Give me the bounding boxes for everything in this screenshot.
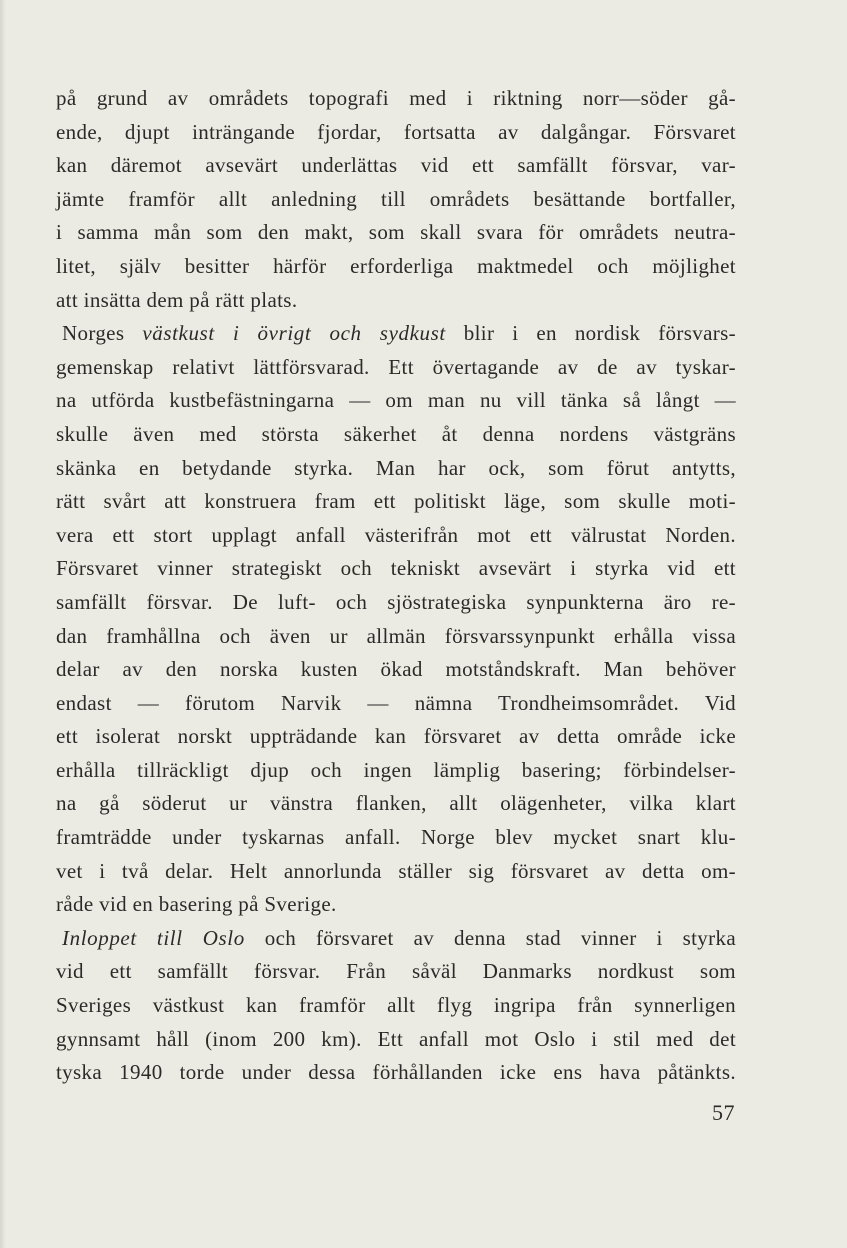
page-number: 57 (712, 1100, 735, 1125)
emphasized-text: Inloppet till Oslo (62, 925, 245, 950)
text-span: na gå söderut ur vänstra flanken, allt olägenheter, vilka klart (56, 791, 736, 816)
text-span: tyska 1940 torde under dessa förhållanden icke ens hava påtänkts. (56, 1060, 736, 1085)
text-line (56, 1023, 736, 1057)
text-span: blir i en nordisk försvars- (445, 321, 736, 346)
text-span: och försvaret av denna stad vinner i styrka (244, 925, 736, 950)
text-span: endast — förutom Narvik — nämna Trondheimsområdet. Vid (56, 690, 736, 715)
text-span: jämte framför allt anledning till områdets besättande bortfaller, (56, 186, 736, 211)
text-line (56, 384, 736, 418)
text-span: skulle även med största säkerhet åt denna nordens västgräns (56, 421, 736, 446)
text-line (56, 586, 736, 620)
text-span: vid ett samfällt försvar. Från såväl Danmarks nordkust som (56, 959, 736, 984)
text-span: rätt svårt att konstruera fram ett politiskt läge, som skulle moti- (56, 489, 736, 514)
text-line (56, 888, 736, 922)
text-line (56, 1056, 736, 1090)
text-span: på grund av områdets topografi med i riktning norr—söder gå- (56, 86, 736, 110)
page-edge-shadow (0, 0, 6, 1248)
text-line (56, 922, 736, 956)
text-span: litet, själv besitter härför erforderliga maktmedel och möjlighet (56, 253, 736, 278)
text-line (56, 687, 736, 721)
text-span: vet i två delar. Helt annorlunda ställer sig försvaret av detta om- (56, 858, 736, 883)
text-line (56, 754, 736, 788)
text-span: skänka en betydande styrka. Man har ock, som förut antytts, (56, 455, 736, 480)
text-line (56, 485, 736, 519)
text-span: samfällt försvar. De luft- och sjöstrategiska synpunkterna äro re- (56, 589, 736, 614)
text-line (56, 720, 736, 754)
text-line (56, 418, 736, 452)
text-line (56, 989, 736, 1023)
text-line (56, 351, 736, 385)
text-span: framträdde under tyskarnas anfall. Norge blev mycket snart klu- (56, 825, 736, 850)
text-line (56, 317, 736, 351)
text-line (56, 955, 736, 989)
text-line (56, 82, 736, 116)
emphasized-text: västkust i övrigt och sydkust (142, 321, 446, 346)
text-span: Sveriges västkust kan framför allt flyg ingripa från synnerligen (56, 993, 736, 1018)
text-span: delar av den norska kusten ökad motståndskraft. Man behöver (56, 657, 736, 682)
text-line (56, 284, 736, 318)
text-span: erhålla tillräckligt djup och ingen lämplig basering; förbindelser- (56, 757, 736, 782)
text-span: na utförda kustbefästningarna — om man nu vill tänka så långt — (56, 388, 736, 413)
text-span: Försvaret vinner strategiskt och tekniskt avsevärt i styrka vid ett (56, 556, 736, 581)
text-span: Norges (62, 321, 143, 346)
text-line (56, 250, 736, 284)
text-span: vera ett stort upplagt anfall västerifrån mot ett välrustat Norden. (56, 522, 736, 547)
text-line (56, 216, 736, 250)
text-line (56, 855, 736, 889)
text-span: kan däremot avsevärt underlättas vid ett samfällt försvar, var- (56, 153, 736, 178)
text-line (56, 452, 736, 486)
text-span: ende, djupt inträngande fjordar, fortsatta av dalgångar. Försvaret (56, 119, 736, 144)
text-line (56, 620, 736, 654)
text-line (56, 149, 736, 183)
text-line (56, 821, 736, 855)
text-line (56, 116, 736, 150)
text-line (56, 519, 736, 553)
text-span: att insätta dem på rätt plats. (56, 287, 298, 312)
text-line (56, 552, 736, 586)
text-line (56, 787, 736, 821)
text-line (56, 653, 736, 687)
body-text (56, 82, 736, 1090)
text-span: i samma mån som den makt, som skall svara för områdets neutra- (56, 220, 736, 245)
text-span: gemenskap relativt lättförsvarad. Ett övertagande av de av tyskar- (56, 354, 736, 379)
text-span: råde vid en basering på Sverige. (56, 892, 337, 917)
text-line (56, 183, 736, 217)
text-span: dan framhållna och även ur allmän försvarssynpunkt erhålla vissa (56, 623, 736, 648)
text-span: ett isolerat norskt uppträdande kan försvaret av detta område icke (56, 724, 736, 749)
text-span: gynnsamt håll (inom 200 km). Ett anfall mot Oslo i stil med det (56, 1026, 736, 1051)
